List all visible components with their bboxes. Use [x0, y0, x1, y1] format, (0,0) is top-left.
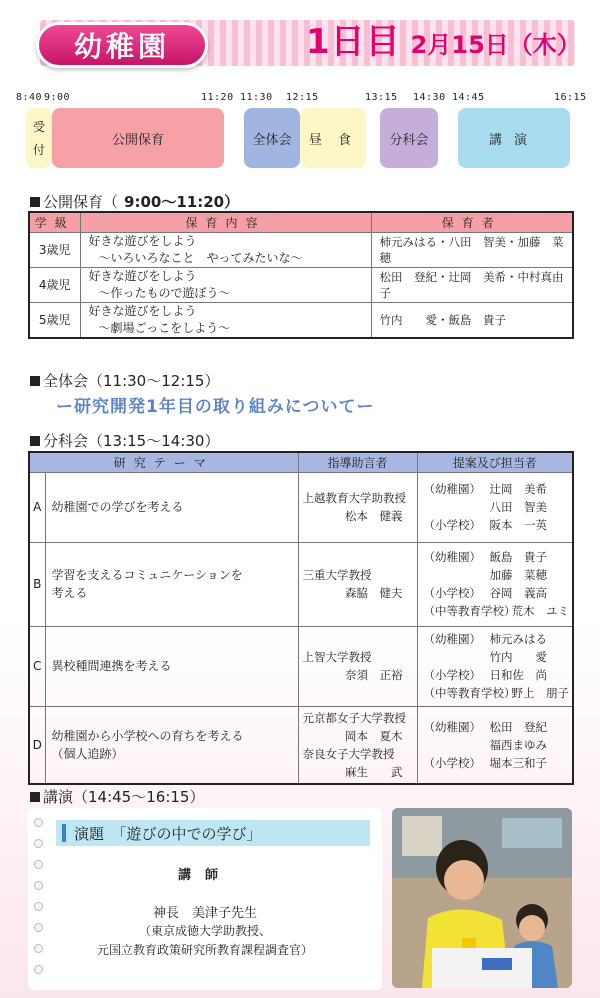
children-playing-image [392, 808, 572, 988]
theme-line: 幼稚園での学びを考える [51, 500, 184, 514]
presenter-name: 阪本 一英 [489, 518, 547, 532]
group-letter: B [29, 542, 45, 626]
lecturer-affiliation-1: （東京成徳大学助教授、 [138, 924, 271, 938]
content-title: 好きな遊びをしよう [88, 268, 197, 283]
group-letter: C [29, 626, 45, 706]
square-bullet-icon [30, 197, 40, 207]
presenter-school: （中等教育学校） [423, 686, 516, 700]
presenter-school: （幼稚園） [423, 550, 481, 564]
table-row [29, 542, 573, 626]
kindergarten-badge: 幼稚園 [36, 22, 208, 68]
children-photo [392, 808, 572, 988]
advisor-org: 奈良女子大学教授 [302, 746, 395, 761]
block-subsession: 分科会 [380, 108, 438, 168]
schedule-timeline [0, 90, 600, 180]
subsession-title: 分科会（13:15〜14:30） [43, 432, 220, 450]
table-row [29, 706, 573, 784]
theme-cell [45, 706, 298, 784]
presenter-row [424, 754, 573, 772]
day-title [306, 14, 581, 63]
presenter-school: （中等教育学校） [423, 604, 516, 618]
theme-cell [45, 626, 298, 706]
presenter-row [424, 498, 573, 516]
advisor-cell [298, 472, 417, 542]
tick-1120: 11:20 [201, 92, 234, 103]
advisor-name: 麻生 武 [345, 764, 403, 779]
content-title: 好きな遊びをしよう [88, 303, 197, 318]
plenary-heading [30, 370, 219, 391]
table-row [29, 302, 573, 338]
reception-char-1: 受 [32, 120, 45, 134]
presenter-row [424, 666, 573, 684]
presenter-row [424, 602, 573, 620]
content-title: 好きな遊びをしよう [88, 233, 197, 248]
block-open-session: 公開保育 [52, 108, 224, 168]
header-content: 保育内容 [80, 212, 371, 232]
presenter-school: （幼稚園） [423, 719, 481, 734]
presenter-school [424, 736, 486, 754]
header-grade: 学級 [29, 212, 80, 232]
block-plenary: 全体会 [244, 108, 300, 168]
table-header-row [29, 212, 573, 232]
advisor-cell [298, 626, 417, 706]
tick-1445: 14:45 [452, 92, 485, 103]
lecturer-affiliation-2: 元国立教育政策研究所教育課程調査官） [96, 943, 313, 957]
advisor-org: 上智大学教授 [302, 650, 372, 664]
lecture-title-bar [56, 820, 370, 846]
presenter-name: 辻岡 美希 [489, 482, 547, 496]
staff-cell: 竹内 愛・飯島 貴子 [371, 302, 573, 338]
advisor-cell [298, 542, 417, 626]
staff-cell: 柿元みはる・八田 智美・加藤 菜穂 [371, 232, 573, 267]
content-cell [80, 267, 371, 302]
presenter-row [424, 648, 573, 666]
grade-cell: 4歳児 [29, 267, 80, 302]
presenter-row [424, 584, 573, 602]
open-session-table [28, 211, 574, 339]
tick-1615: 16:15 [554, 92, 587, 103]
advisor-name: 森脇 健夫 [345, 586, 403, 600]
presenter-row [424, 684, 573, 702]
presenter-school [424, 648, 486, 666]
presenter-row [424, 548, 573, 566]
lecture-heading [30, 786, 204, 807]
theme-cell [45, 472, 298, 542]
tick-0900: 9:00 [44, 92, 71, 103]
tick-1215: 12:15 [286, 92, 319, 103]
presenter-name: 荒木 ユミ [511, 604, 569, 618]
presenter-school: （小学校） [423, 668, 481, 682]
tick-1315: 13:15 [365, 92, 398, 103]
advisor-org: 三重大学教授 [302, 568, 372, 582]
lecturer-name: 神長 美津子先生 [152, 906, 257, 921]
lecturer-label: 講師 [177, 868, 232, 883]
advisor-name: 奈須 正裕 [345, 668, 403, 682]
square-bullet-icon [30, 436, 40, 446]
theme-line: 学習を支えるコミュニケーションを [51, 568, 243, 582]
presenter-school [424, 566, 486, 584]
presenter-school: （幼稚園） [423, 632, 481, 646]
table-row [29, 267, 573, 302]
block-reception [26, 108, 52, 168]
title-marker-icon [62, 824, 66, 842]
presenter-name: 加藤 菜穂 [489, 568, 547, 582]
plenary-theme: ー研究開発1年目の取り組みについてー [56, 397, 375, 417]
presenter-school: （幼稚園） [423, 482, 481, 496]
header [0, 0, 600, 80]
theme-line: 幼稚園から小学校への育ちを考える [51, 728, 244, 743]
table-row [29, 626, 573, 706]
subsession-table [28, 451, 574, 785]
lecture-card [28, 808, 382, 990]
open-session-heading [30, 191, 239, 212]
content-cell [80, 232, 371, 267]
content-sub: 〜いろいろなこと やってみたいな〜 [98, 250, 303, 265]
grade-cell: 3歳児 [29, 232, 80, 267]
presenter-school: （小学校） [423, 586, 481, 600]
date-label: 2月15日（木） [410, 31, 581, 59]
tick-1430: 14:30 [413, 92, 446, 103]
presenter-name: 松田 登紀 [489, 719, 547, 734]
header-advisor: 指導助言者 [298, 452, 417, 472]
staff-cell: 松田 登紀・辻岡 美希・中村真由子 [371, 267, 573, 302]
presenter-name: 谷岡 義高 [489, 586, 547, 600]
table-row [29, 232, 573, 267]
presenter-row [424, 566, 573, 584]
presenter-name: 堀本三和子 [489, 755, 547, 770]
presenter-row [424, 736, 573, 754]
open-session-title: 公開保育（ [43, 193, 119, 211]
content-sub: 〜作ったもので遊ぼう〜 [98, 285, 231, 300]
presenters-cell [417, 626, 573, 706]
advisor-name: 松本 健義 [345, 509, 403, 523]
presenter-name: 福西まゆみ [489, 737, 547, 752]
content-cell [80, 302, 371, 338]
theme-cell [45, 542, 298, 626]
group-letter: A [29, 472, 45, 542]
table-row [29, 472, 573, 542]
header-theme: 研究テーマ [29, 452, 298, 472]
presenters-cell [417, 706, 573, 784]
presenter-name: 八田 智美 [489, 500, 547, 514]
reception-char-2: 付 [32, 143, 45, 157]
lecture-title: 演題 「遊びの中での学び」 [74, 824, 262, 843]
theme-line: 異校種間連携を考える [51, 659, 172, 673]
theme-line: 考える [51, 586, 88, 600]
header-staff: 保育者 [371, 212, 573, 232]
block-lecture: 講演 [458, 108, 570, 168]
presenter-row [424, 718, 573, 736]
presenter-row [424, 516, 573, 534]
advisor-org: 元京都女子大学教授 [302, 710, 406, 725]
presenter-name: 飯島 貴子 [489, 550, 547, 564]
advisor-org: 上越教育大学助教授 [302, 491, 406, 505]
theme-line: （個人追跡） [51, 746, 124, 761]
lecture-heading-text: 講演（14:45〜16:15） [43, 788, 205, 806]
table-header-row [29, 452, 573, 472]
presenter-school: （小学校） [423, 755, 481, 770]
presenter-row [424, 630, 573, 648]
advisor-name: 岡本 夏木 [345, 728, 403, 743]
tick-0840: 8:40 [16, 92, 43, 103]
grade-cell: 5歳児 [29, 302, 80, 338]
presenter-name: 竹内 愛 [489, 650, 547, 664]
tick-1130: 11:30 [240, 92, 273, 103]
advisor-cell [298, 706, 417, 784]
block-lunch: 昼 食 [300, 108, 366, 168]
square-bullet-icon [30, 792, 40, 802]
presenter-school: （小学校） [423, 518, 481, 532]
presenter-row [424, 480, 573, 498]
plenary-title: 全体会（11:30〜12:15） [43, 372, 220, 390]
presenter-name: 野上 朋子 [511, 686, 569, 700]
content-sub: 〜劇場ごっこをしよう〜 [98, 320, 231, 335]
subsession-heading [30, 430, 219, 451]
group-letter: D [29, 706, 45, 784]
square-bullet-icon [30, 376, 40, 386]
presenter-school [424, 498, 486, 516]
header-presenters: 提案及び担当者 [417, 452, 573, 472]
presenter-name: 柿元みはる [489, 632, 547, 646]
presenters-cell [417, 472, 573, 542]
presenter-name: 日和佐 尚 [489, 668, 547, 682]
presenters-cell [417, 542, 573, 626]
day-label: 1日目 [306, 22, 401, 62]
open-session-time: 9:00〜11:20） [124, 193, 240, 211]
